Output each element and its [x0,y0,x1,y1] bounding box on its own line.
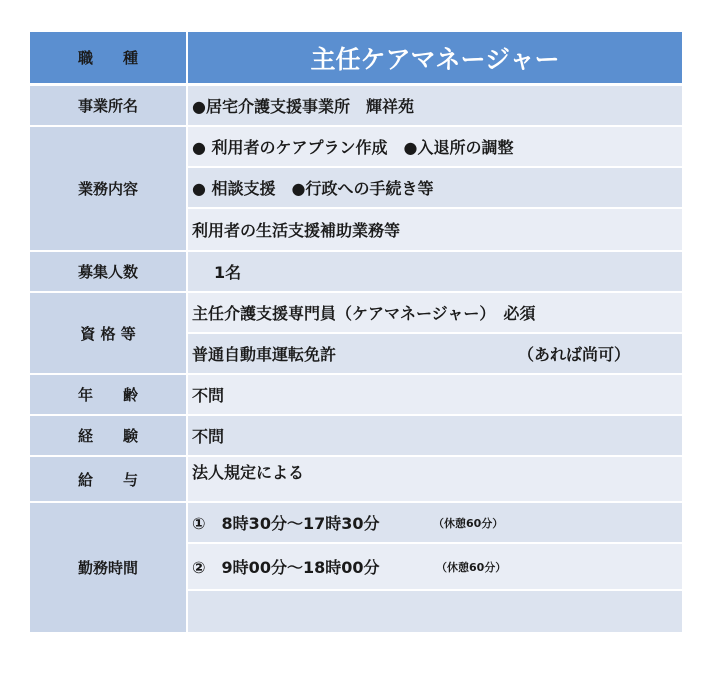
shift-2-break: （休憩60分） [436,560,507,574]
salary-row [30,457,682,501]
age-row [30,375,682,414]
duties-row [30,127,682,250]
experience-value: 不問 [188,416,682,455]
shift-1-time: ① 8時30分～17時30分 [192,514,380,533]
qualification-license-note: （あれば尚可） [518,345,631,364]
qualification-line-2 [188,334,682,373]
job-title: 主任ケアマネージャー [188,32,682,83]
recruit-row [30,252,682,291]
duties-line-1: ● 利用者のケアプラン作成 ●入退所の調整 [188,127,682,166]
office-row [30,86,682,125]
header-label: 職 種 [30,32,186,83]
recruit-label: 募集人数 [30,252,186,291]
experience-label: 経 験 [30,416,186,455]
duties-line-2: ● 相談支援 ●行政への手続き等 [188,168,682,207]
hours-row [30,503,682,632]
age-label: 年 齢 [30,375,186,414]
header-row [30,32,682,83]
hours-empty-cell [188,591,682,632]
office-label: 事業所名 [30,86,186,125]
qualification-line-1: 主任介護支援専門員（ケアマネージャー） 必須 [188,293,682,332]
age-value: 不問 [188,375,682,414]
salary-value: 法人規定による [188,457,682,501]
salary-label: 給 与 [30,457,186,501]
duties-line-3: 利用者の生活支援補助業務等 [188,209,682,250]
experience-row [30,416,682,455]
shift-2 [188,544,682,589]
recruit-value: 1名 [188,252,682,291]
qualification-license: 普通自動車運転免許 [192,345,337,364]
hours-label: 勤務時間 [30,503,186,632]
shift-1-break: （休憩60分） [433,516,504,530]
office-value: ●居宅介護支援事業所 輝祥苑 [188,86,682,125]
shift-2-time: ② 9時00分～18時00分 [192,558,380,577]
shift-1 [188,503,682,542]
qualification-row [30,293,682,373]
qualification-label: 資 格 等 [30,293,186,373]
duties-label: 業務内容 [30,127,186,250]
